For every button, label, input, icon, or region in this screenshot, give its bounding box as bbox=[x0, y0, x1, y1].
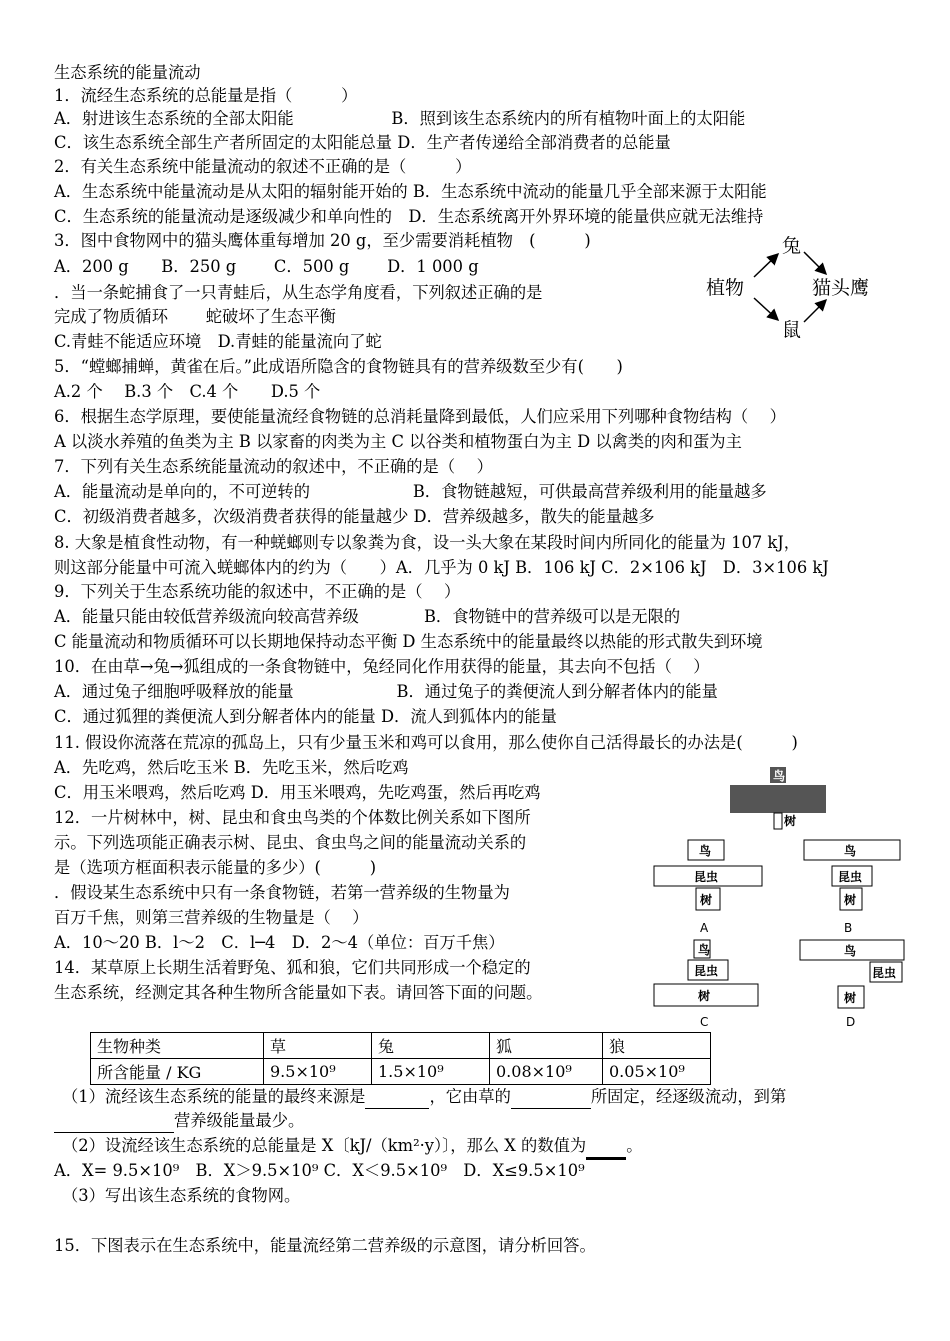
pyramid-bird-label: 鸟 bbox=[773, 769, 786, 783]
arrow bbox=[804, 300, 826, 322]
q14-sub1-line2: 营养级能量最少。 bbox=[54, 1110, 304, 1133]
table-header: 狼 bbox=[603, 1033, 711, 1059]
table-header: 生物种类 bbox=[91, 1033, 264, 1059]
q4-options-ab: 完成了物质循环 蛇破坏了生态平衡 bbox=[54, 307, 336, 326]
population-pyramid-figure bbox=[730, 765, 830, 835]
question-10: 10．在由草→兔→狐组成的一条食物链中，兔经同化作用获得的能量，其去向不包括（ ） bbox=[54, 657, 710, 676]
q14-sub3: （3）写出该生态系统的食物网。 bbox=[62, 1186, 301, 1205]
food-web-mouse: 鼠 bbox=[782, 319, 802, 341]
table-header: 狐 bbox=[490, 1033, 603, 1059]
label-tree: 树 bbox=[844, 991, 857, 1005]
answer-blank[interactable] bbox=[365, 1086, 429, 1109]
q11-options-ab: A．先吃鸡，然后吃玉米 B．先吃玉米，然后吃鸡 bbox=[54, 758, 409, 777]
q9-options-cd: C 能量流动和物质循环可以长期地保持动态平衡 D 生态系统中的能量最终以热能的形式散失到环境 bbox=[54, 632, 763, 651]
q3-options: A．200 g B．250 g C．500 g D．1 000 g bbox=[54, 257, 479, 276]
q2-options-cd: C．生态系统的能量流动是逐级减少和单向性的 D．生态系统离开外界环境的能量供应就无法维持 bbox=[54, 207, 764, 226]
label-tree: 树 bbox=[700, 893, 713, 907]
question-5: 5．“螳螂捕蝉，黄雀在后。”此成语所隐含的食物链具有的营养级数至少有( ) bbox=[54, 357, 623, 376]
q4-options-cd: C.青蛙不能适应环境 D.青蛙的能量流向了蛇 bbox=[54, 332, 382, 351]
question-8: 8. 大象是植食性动物，有一种蜣螂则专以象粪为食，设一头大象在某段时间内所同化的能量为 107 kJ， bbox=[54, 533, 801, 552]
q13-options: A．10～20 B．l～2 C．l─4 D．2～4（单位：百万千焦） bbox=[54, 933, 505, 952]
table-row bbox=[91, 1059, 711, 1085]
option-label: C bbox=[700, 1015, 709, 1029]
label-bird: 鸟 bbox=[699, 844, 712, 858]
q5-options: A.2 个 B.3 个 C.4 个 D.5 个 bbox=[54, 382, 321, 401]
q14-sub2: （2）设流经该生态系统的总能量是 X〔kJ/（km²·y）〕，那么 X 的数值为 。 bbox=[62, 1135, 642, 1160]
label-insect: 昆虫 bbox=[694, 964, 719, 978]
label-tree: 树 bbox=[844, 893, 857, 907]
q14-sub1-line1: （1）流经该生态系统的能量的最终来源是 ，它由草的 所固定，经逐级流动，到第 bbox=[62, 1086, 786, 1109]
pyramid-option-b bbox=[798, 838, 913, 938]
question-2: 2．有关生态系统中能量流动的叙述不正确的是（ ） bbox=[54, 157, 472, 176]
option-label: A bbox=[700, 921, 709, 935]
q8-options: 则这部分能量中可流入蜣螂体内的约为（ ）A．几乎为 0 kJ B．106 kJ C．2×106 kJ D．3×106 kJ bbox=[54, 558, 829, 577]
question-3: 3．图中食物网中的猫头鹰体重每增加 20 g，至少需要消耗植物 ( ) bbox=[54, 231, 591, 250]
option-label: D bbox=[846, 1015, 856, 1029]
table-cell: 0.08×10⁹ bbox=[490, 1059, 603, 1085]
table-cell: 9.5×10⁹ bbox=[264, 1059, 372, 1085]
question-14-line1: 14．某草原上长期生活着野兔、狐和狼，它们共同形成一个稳定的 bbox=[54, 958, 531, 977]
q7-options-ab: A．能量流动是单向的，不可逆转的 B．食物链越短，可供最高营养级利用的能量越多 bbox=[54, 482, 767, 501]
answer-blank[interactable] bbox=[586, 1135, 626, 1160]
question-1: 1．流经生态系统的总能量是指（ ） bbox=[54, 86, 358, 105]
q14-sub2-options: A．X= 9.5×10⁹ B．X＞9.5×10⁹ C．X＜9.5×10⁹ D．X≤9.5×10⁹ bbox=[54, 1161, 585, 1180]
table-header: 草 bbox=[264, 1033, 372, 1059]
label-bird: 鸟 bbox=[844, 944, 857, 958]
arrow bbox=[754, 298, 778, 320]
question-9: 9．下列关于生态系统功能的叙述中，不正确的是（ ） bbox=[54, 582, 461, 601]
q11-options-cd: C．用玉米喂鸡，然后吃鸡 D．用玉米喂鸡，先吃鸡蛋，然后再吃鸡 bbox=[54, 783, 541, 802]
food-web-rabbit: 兔 bbox=[782, 235, 802, 257]
arrow bbox=[754, 254, 778, 277]
q7-options-cd: C．初级消费者越多，次级消费者获得的能量越少 D．营养级越多，散失的能量越多 bbox=[54, 507, 655, 526]
label-insect: 昆虫 bbox=[694, 870, 719, 884]
q1-options-cd: C．该生态系统全部生产者所固定的太阳能总量 D．生产者传递给全部消费者的总能量 bbox=[54, 133, 671, 152]
food-web-diagram bbox=[700, 232, 900, 342]
q6-options: A 以淡水养殖的鱼类为主 B 以家畜的肉类为主 C 以谷类和植物蛋白为主 D 以禽类的肉和蛋为主 bbox=[54, 432, 742, 451]
q2-options-ab: A．生态系统中能量流动是从太阳的辐射能开始的 B．生态系统中流动的能量几乎全部来源于太阳能 bbox=[54, 182, 767, 201]
page-title: 生态系统的能量流动 bbox=[54, 63, 201, 82]
question-7: 7．下列有关生态系统能量流动的叙述中，不正确的是（ ） bbox=[54, 457, 493, 476]
label-insect: 昆虫 bbox=[872, 966, 897, 980]
question-13-line2: 百万千焦，则第三营养级的生物量是（ ） bbox=[54, 908, 369, 927]
question-11: 11. 假设你流落在荒凉的孤岛上，只有少量玉米和鸡可以食用，那么使你自己活得最长的办法是( ) bbox=[54, 733, 798, 752]
q1-options-ab: A．射进该生态系统的全部太阳能 B．照到该生态系统内的所有植物叶面上的太阳能 bbox=[54, 109, 746, 128]
pyramid-option-a bbox=[652, 838, 767, 938]
q10-options-cd: C．通过狐狸的粪便流人到分解者体内的能量 D．流人到狐体内的能量 bbox=[54, 707, 557, 726]
question-15: 15．下图表示在生态系统中，能量流经第二营养级的示意图，请分析回答。 bbox=[54, 1236, 596, 1255]
table-cell: 1.5×10⁹ bbox=[372, 1059, 490, 1085]
label-bird: 鸟 bbox=[844, 844, 857, 858]
answer-blank[interactable] bbox=[511, 1086, 591, 1109]
arrow bbox=[804, 252, 826, 274]
question-4: ．当一条蛇捕食了一只青蛙后，从生态学角度看，下列叙述正确的是 bbox=[54, 283, 543, 302]
pyramid-option-c bbox=[652, 938, 767, 1033]
q9-options-ab: A．能量只能由较低营养级流向较高营养级 B．食物链中的营养级可以是无限的 bbox=[54, 607, 681, 626]
table-header: 兔 bbox=[372, 1033, 490, 1059]
label-bird: 鸟 bbox=[698, 943, 711, 957]
table-cell: 所含能量 / KG bbox=[91, 1059, 264, 1085]
option-label: B bbox=[844, 921, 853, 935]
label-insect: 昆虫 bbox=[838, 870, 863, 884]
question-13-line1: ．假设某生态系统中只有一条食物链，若第一营养级的生物量为 bbox=[54, 883, 510, 902]
question-12-line1: 12．一片树林中，树、昆虫和食虫鸟类的个体数比例关系如下图所 bbox=[54, 808, 531, 827]
answer-blank[interactable] bbox=[54, 1110, 174, 1133]
energy-table bbox=[90, 1032, 711, 1085]
pyramid-tree-label: 树 bbox=[784, 814, 797, 828]
table-header-row bbox=[91, 1033, 711, 1059]
question-14-line2: 生态系统，经测定其各种生物所含能量如下表。请回答下面的问题。 bbox=[54, 983, 543, 1002]
table-cell: 0.05×10⁹ bbox=[603, 1059, 711, 1085]
label-tree: 树 bbox=[698, 989, 711, 1003]
question-12-line2: 示。下列选项能正确表示树、昆虫、食虫鸟之间的能量流动关系的 bbox=[54, 833, 527, 852]
food-web-owl: 猫头鹰 bbox=[812, 277, 870, 299]
question-12-line3: 是（选项方框面积表示能量的多少）( ) bbox=[54, 858, 377, 877]
q10-options-ab: A．通过兔子细胞呼吸释放的能量 B．通过兔子的粪便流人到分解者体内的能量 bbox=[54, 682, 718, 701]
pyramid-option-d bbox=[798, 938, 913, 1033]
food-web-plant: 植物 bbox=[706, 277, 745, 299]
question-6: 6．根据生态学原理，要使能量流经食物链的总消耗量降到最低，人们应采用下列哪种食物结构（ ） bbox=[54, 407, 786, 426]
